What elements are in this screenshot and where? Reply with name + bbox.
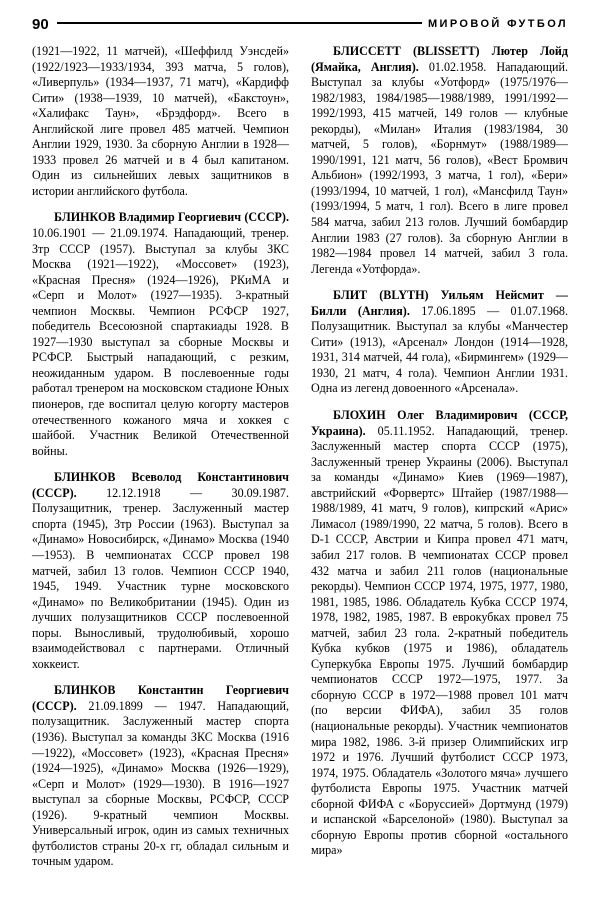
page-number: 90	[32, 15, 49, 33]
entry-body: 12.12.1918 — 30.09.1987. Полузащитник, тренер. Заслуженный мастер спорта (1945), Зтр России (1963). Выступал за «Динамо» Новосибирск, «Динамо» Москва (1940—1953). В чемпионатах СССР провел 198 матчей, забил 13 голов. Чемпион СССР 1940, 1945, 1949. Участник турне московского «Динамо» по Великобритании (1945). Один из лучших полузащитников СССР послевоенной поры. Выносливый, трудолюбивый, хорошо взаимодействовал с партнерами. Отличный хоккеист.	[32, 485, 289, 671]
entry-headword: БЛИНКОВ Всеволод Константинович (СССР).	[32, 470, 289, 500]
entry-headword: БЛИНКОВ Константин Георгиевич (СССР).	[32, 683, 289, 713]
entry-body: 17.06.1895 — 01.07.1968. Полузащитник. Выступал за клубы «Манчестер Сити» (1913), «Арсенал» Лондон (1914—1928, 1931, 314 матчей, 44 гола), «Бирмингем» (1929—1930, 21 матч, 4 гола). Чемпион Англии 1931. Одна из легенд довоенного «Арсенала».	[311, 303, 569, 396]
header-rule	[57, 22, 422, 24]
entry-blissett	[311, 44, 568, 277]
entry-continuation	[32, 44, 289, 199]
entry-headword: БЛИТ (BLYTH) Уильям Нейсмит — Билли (Англия).	[311, 288, 568, 318]
text-columns	[0, 30, 600, 870]
entry-blinkov-konstantin	[32, 683, 289, 870]
right-column	[311, 44, 568, 870]
running-head	[0, 0, 600, 33]
entry-blinkov-vsevolod	[32, 470, 289, 672]
entry-body: 01.02.1958. Нападающий. Выступал за клубы «Уотфорд» (1975/1976—1982/1983, 1984/1985—1988/1989, 1991/1992—1992/1993, 415 матчей, 149 голов — клубные рекорды), «Милан» Италия (1983/1984, 30 матчей, 5 голов), «Борнмут» (1988/1989—1990/1991, 121 матч, 56 голов), «Вест Бромвич Альбион» (1992/1993, 3 матча, 1 гол), «Бери» (1993/1994, 10 матчей, 1 гол), «Мансфилд Таун» (1993/1994, 5 матч, 1 гол). Всего в лиге провел 584 матча, забил 213 голов. Лучший бомбардир Англии 1983 (27 голов). За сборную Англии в 1982—1984 провел 14 матчей, забил 3 гола. Легенда «Уотфорда».	[311, 59, 568, 276]
entry-headword: БЛИНКОВ Владимир Георгиевич (СССР).	[54, 210, 289, 225]
entry-headword: БЛОХИН Олег Владимирович (СССР, Украина).	[311, 408, 568, 438]
entry-blokhin	[311, 408, 568, 859]
entry-body: 21.09.1899 — 1947. Нападающий, полузащитник. Заслуженный мастер спорта (1936). Выступал за команды ЗКС Москва (1916—1922), «Моссовет» (1923), «Красная Пресня» (1924—1925), «Динамо» Москва (1926—1929), «Серп и Молот» (1929—1930). В 1916—1927 выступал за сборные Москвы, РСФСР, СССР (1926). 9-кратный чемпион Москвы. Универсальный игрок, один из самых техничных футболистов страны 20-х гг, обладал сильным и точным ударом.	[32, 698, 289, 869]
entry-body: 05.11.1952. Нападающий, тренер. Заслуженный мастер спорта СССР (1975), Заслуженный тренер Украины (2006). Выступал за команды «Динамо» Киев (1969—1987), австрийский «Форвертс» Штайер (1987/1988—1988/1989, 41 матч, 9 голов), кипрский «Арис» Лимасол (1989/1990, 22 матча, 5 голов). Всего в D-1 СССР, Австрии и Кипра провел 471 матч, забил 217 голов. В чемпионатах СССР провел 432 матча и забил 211 голов (национальные рекорды). Чемпион СССР 1974, 1975, 1977, 1980, 1981, 1985, 1986. Обладатель Кубка СССР 1974, 1978, 1982, 1985, 1987. В еврокубках провел 75 матчей, забил 23 гола. 2-кратный победитель Кубка кубков (1975 и 1986), обладатель Суперкубка Европы 1975. Лучший бомбардир чемпионатов СССР 1972—1975, 1977. За сборную СССР в 1972—1988 провел 101 матч (по версии ФИФА), забил 35 голов (национальные рекорды). Участник чемпионатов мира 1982, 1986. 3-й призер Олимпийских игр 1972 и 1976. Лучший футболист СССР 1973, 1974, 1975. Обладатель «Золотого мяча» лучшего футболиста Европы 1975. Участник матчей сборной ФИФА с «Боруссией» Дортмунд (1979) и испанской «Барселоной» (1980). Выступал за сборную Европы против сборной «остального мира»	[311, 423, 568, 858]
entry-headword: БЛИССЕТТ (BLISSETT) Лютер Лойд (Ямайка, Англия).	[311, 44, 568, 74]
entry-body: 10.06.1901 — 21.09.1974. Нападающий, тренер. Зтр СССР (1957). Выступал за клубы ЗКС Москва (1921—1922), «Моссовет» (1923), «Красная Пресня» (1924—1926), РКиМА и «Серп и Молот» (1927—1935). 3-кратный чемпион Москвы. Чемпион РСФСР 1927, победитель Всесоюзной спартакиады 1928. В 1927—1930 выступал за сборные Москвы и РСФСР. Быстрый нападающий, с резким, неожиданным ударом. В послевоенные годы работал тренером на московском стадионе Юных пионеров, где воспитал целую когорту мастеров отечественного кожаного мяча и хоккея с шайбой. Участник Великой Отечественной войны.	[32, 226, 289, 458]
entry-blinkov-vladimir	[32, 210, 289, 459]
left-column	[32, 44, 289, 870]
entry-body: (1921—1922, 11 матчей), «Шеффилд Уэнсдей» (1922/1923—1933/1934, 393 матча, 5 голов), «Ливерпуль» (1934—1937, 71 матч), «Кардифф Сити» (1938—1939, 10 матчей), «Бакстоун», «Халифакс Таун», «Брэдфорд». Всего в Английской лиге провел 485 матчей. Чемпион Англии 1929, 1930. За сборную Англии в 1928—1933 провел 26 матчей и в 4 был капитаном. Один из сильнейших левых защитников в истории английского футбола.	[32, 44, 289, 198]
entry-blyth	[311, 288, 568, 397]
running-title: МИРОВОЙ ФУТБОЛ	[427, 17, 568, 30]
